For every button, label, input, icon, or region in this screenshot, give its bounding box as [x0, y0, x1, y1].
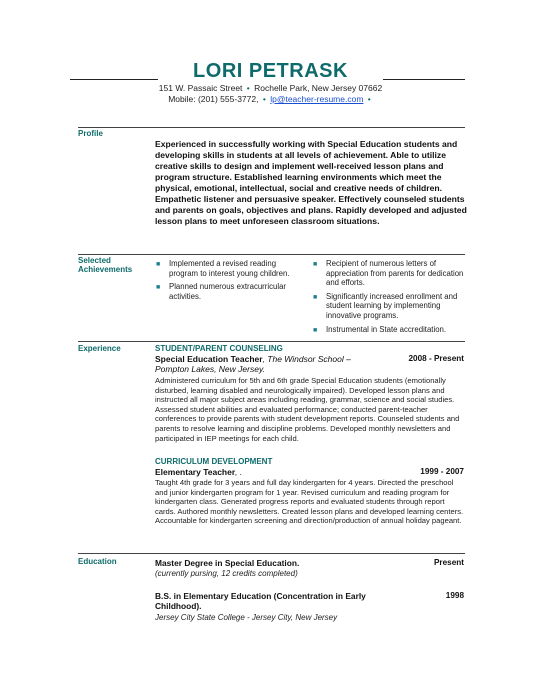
achievements-list-right: [312, 259, 467, 338]
header-rule-right: [383, 79, 465, 80]
contact-line-2: [0, 94, 541, 104]
job-category: CURRICULUM DEVELOPMENT: [155, 457, 273, 466]
job-dates: 1999 - 2007: [420, 467, 464, 476]
job-title: Elementary Teacher: [155, 467, 236, 477]
list-item: ■ Significantly increased enrollment and student learning by implementing innovative programs.: [313, 291, 458, 320]
list-item: ■ Recipient of numerous letters of appreciation from parents for dedication and efforts.: [313, 259, 464, 288]
degree-detail: (currently pursing, 12 credits completed): [155, 569, 298, 578]
job-description: Administered curriculum for 5th and 6th grade Special Education students (emotionally disturbed, learning disabled and neurologically impaired). Developed lesson plans and instructed all major subject areas including reading, grammar, science and social studies. Assessed student abilities and evaluated performance; conducted parent-teacher conferences to provide parents with student development reports. Counseled students and parents to resolve learning and discipline problems. Developed monthly newsletters and participated in IEP meetings for each child.: [155, 376, 460, 443]
separator-dot: •: [367, 94, 371, 104]
achievements-list-left: [155, 259, 305, 305]
degree-title: Master Degree in Special Education.: [155, 558, 300, 568]
section-label-profile: Profile: [78, 129, 103, 138]
list-item: ■ Instrumental in State accreditation.: [313, 324, 447, 334]
list-item: ■ Implemented a revised reading program to interest young children.: [156, 259, 290, 278]
address-city: Rochelle Park, New Jersey 07662: [254, 83, 383, 93]
resume-name: LORI PETRASK: [193, 60, 348, 82]
degree-year: Present: [433, 558, 464, 567]
job-category: STUDENT/PARENT COUNSELING: [155, 344, 283, 353]
bullet-icon: ■: [313, 326, 318, 334]
address-street: 151 W. Passaic Street: [158, 83, 243, 93]
separator-dot: •: [246, 83, 250, 93]
job-title-line: [155, 354, 385, 374]
bullet-icon: ■: [156, 284, 161, 292]
job-dates: 2008 - Present: [408, 354, 464, 363]
experience-rule: [78, 341, 465, 342]
bullet-icon: ■: [156, 261, 161, 268]
contact-line-1: [0, 83, 541, 93]
job-title-line: [155, 467, 385, 477]
job-employer: , .: [235, 467, 243, 477]
degree-title: B.S. in Elementary Education (Concentration in Early Childhood).: [155, 591, 366, 611]
degree-year: 1998: [445, 591, 464, 600]
education-rule: [78, 553, 465, 554]
bullet-icon: ■: [313, 293, 318, 301]
job-employer: , The Windsor School – Pompton Lakes, New Jersey.: [155, 354, 351, 374]
section-label-achievements: Selected Achievements: [78, 256, 133, 274]
bullet-icon: ■: [313, 261, 318, 268]
achievements-rule: [78, 254, 465, 255]
section-label-experience: Experience: [78, 344, 121, 353]
job-title: Special Education Teacher: [155, 354, 263, 364]
mobile-number: Mobile: (201) 555-3772,: [168, 94, 259, 104]
job-description: Taught 4th grade for 3 years and full day kindergarten for 4 years. Directed the preschool and junior kindergarten program for 1 year. Revised curriculum and reading program for kindergarten class. Generated progress reports and evaluated students through report cards. Authored monthly newsletters. Created lesson plans and developed learning centers. Accountable for kindergarten screening and direction/production of annual holiday pageant.: [155, 478, 464, 526]
separator-dot: •: [262, 94, 266, 104]
degree-detail: Jersey City State College - Jersey City, New Jersey: [155, 613, 338, 622]
section-label-education: Education: [78, 557, 117, 566]
list-item: ■ Planned numerous extracurricular activities.: [156, 282, 287, 301]
header-rule-left: [70, 79, 158, 80]
profile-rule: [78, 127, 465, 128]
profile-summary: Experienced in successfully working with Special Education students and developing skills in students at all levels of achievement. Able to utilize creative skills to design and implement well-received lesson plans and program structure. Established learning environments which meet the physical, emotional, intellectual, social and creative needs of children. Empathetic listener and persuasive speaker. Effectively counseled students and parents on goals, objectives and plans. Rapidly developed and adjusted lesson plans to meet unforeseen classroom situations.: [155, 139, 467, 226]
email-link[interactable]: lp@teacher-resume.com: [270, 94, 364, 104]
